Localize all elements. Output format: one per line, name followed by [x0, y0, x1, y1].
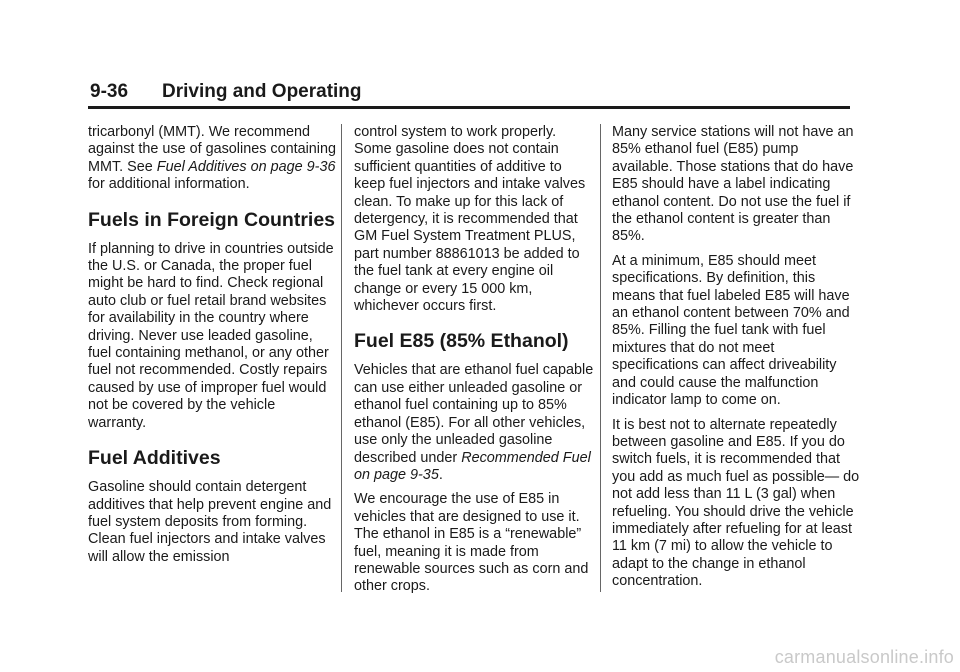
paragraph-foreign: If planning to drive in countries outside the U.S. or Canada, the proper fuel might be hard to find. Check regional auto club or fuel retail brand websites for availability in the country where driving. Never use leaded gasoline, fuel containing methanol, or any other fuel not recommended. Costly repairs caused by use of improper fuel would not be covered by the vehicle warranty.	[88, 240, 334, 431]
paragraph-mmt-text: tricarbonyl (MMT). We recommend against the use of gasolines containing MMT. See	[88, 124, 337, 175]
page-header	[88, 80, 850, 109]
paragraph-control: control system to work properly. Some gasoline does not contain sufficient quantities of additive to keep fuel injectors and intake valves clean. To make up for this lack of detergency, it is recommended that GM Fuel System Treatment PLUS, part number 88861013 be added to the fuel tank at every engine oil change or every 15 000 km, whichever occurs first.	[354, 124, 586, 315]
column-3	[612, 124, 860, 598]
column-divider	[600, 124, 601, 592]
section-title: Driving and Operating	[162, 81, 362, 102]
paragraph-e85	[354, 362, 594, 484]
heading-fuel-e85: Fuel E85 (85% Ethanol)	[354, 330, 569, 353]
paragraph-mmt-tail: for additional information.	[88, 176, 250, 193]
link-fuel-additives[interactable]: Fuel Additives on page 9-36	[156, 158, 336, 175]
paragraph-minimum: At a minimum, E85 should meet specifications. By definition, this means that fuel labeled E85 will have an ethanol content between 70% and 85%. Filling the fuel tank with fuel mixtures that do not meet specifications can affect driveability and could cause the malfunction indicator lamp to come on.	[612, 252, 850, 409]
paragraph-mmt	[88, 124, 336, 194]
paragraph-e85-text: Vehicles that are ethanol fuel capable can use either unleaded gasoline or ethanol fuel containing up to 85% ethanol (E85). For all other vehicles, use only the unleaded gasoline described under	[354, 362, 594, 466]
page-number: 9-36	[90, 81, 129, 102]
heading-fuel-additives: Fuel Additives	[88, 447, 221, 470]
link-recommended-fuel[interactable]: Recommended Fuel on page 9-35	[354, 449, 591, 483]
column-2	[354, 124, 594, 603]
paragraph-alternate: It is best not to alternate repeatedly between gasoline and E85. If you do switch fuels, it is recommended that you add as much fuel as possible— do not add less than 11 L (3 gal) when refueling. You should drive the vehicle immediately after refueling for at least 11 km (7 mi) to allow the vehicle to adapt to the change in ethanol concentration.	[612, 416, 860, 590]
watermark: carmanualsonline.info	[774, 647, 954, 667]
paragraph-encourage: We encourage the use of E85 in vehicles that are designed to use it. The ethanol in E85 is a “renewable” fuel, meaning it is made from renewable sources such as corn and other crops.	[354, 491, 589, 595]
paragraph-stations: Many service stations will not have an 85% ethanol fuel (E85) pump available. Those stations that do have E85 should have a label indicating ethanol content. Do not use the fuel if the ethanol content is greater than 85%.	[612, 124, 854, 245]
heading-fuels-foreign: Fuels in Foreign Countries	[88, 208, 336, 231]
paragraph-e85-tail: .	[438, 466, 443, 483]
column-divider	[341, 124, 342, 592]
paragraph-additives: Gasoline should contain detergent additives that help prevent engine and fuel system deposits from forming. Clean fuel injectors and intake valves will allow the emission	[88, 479, 332, 565]
column-1	[88, 124, 336, 573]
